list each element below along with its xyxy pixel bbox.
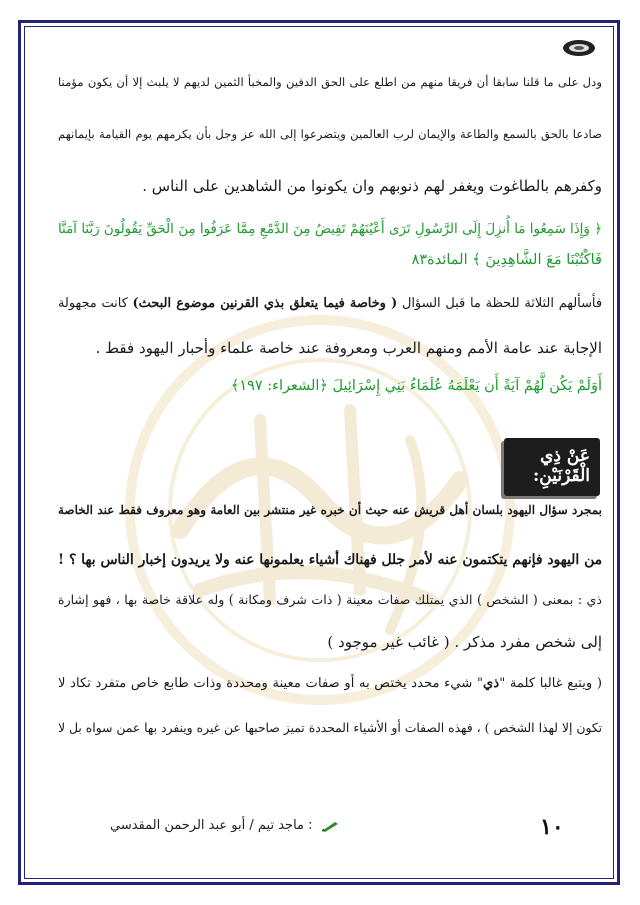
- text-line: إلى شخص مفرد مذكر . ( غائب غير موجود ): [327, 633, 602, 651]
- section-heading: عَنْ ذِي الْقَرْنَيْنِ:: [504, 438, 600, 496]
- quran-verse-text: أَوَلَمْ يَكُن لَّهُمْ آيَةً أَن يَعْلَمَهُ عُلَمَاءُ بَنِي إِسْرَائِيلَ: [332, 378, 602, 394]
- section-heading-box: [504, 438, 600, 486]
- page-number: ١٠: [540, 814, 564, 840]
- ornament-logo-icon: [562, 38, 596, 58]
- footer-author: [110, 818, 339, 833]
- bold-text-line: من اليهود فإنهم يتكتمون عنه لأمر جلل فهناك أشياء يعلمونها عنه ولا يريدون إخبار الناس بها ؟ !: [58, 552, 602, 568]
- text-segment: " شيء محدد يختص به أو صفات معينة ومحددة وذات طابع خاص متفرد تكاد لا: [58, 676, 484, 691]
- text-line: وكفرهم بالطاغوت ويغفر لهم ذنوبهم وان يكونوا من الشاهدين على الناس .: [142, 177, 602, 195]
- pen-icon: [321, 820, 339, 832]
- text-line: [58, 294, 602, 314]
- text-segment: ( ويتبع غالبا كلمة ": [499, 676, 602, 691]
- text-line: تكون إلا لهذا الشخص ) ، فهذه الصفات أو الأشياء المحددة تميز صاحبها عن غيره وينفرد بها عمن سواه بل لا: [58, 721, 602, 735]
- quran-verse-text: فَاكْتُبْنَا مَعَ الشَّاهِدِينَ ﴾: [472, 252, 602, 268]
- text-line: صادعا بالحق بالسمع والطاعة والإيمان لرب العالمين ويتضرعوا إلى الله عز وجل بأن يكرمهم يوم القيامة بإيمانهم: [58, 127, 602, 141]
- text-line: الإجابة عند عامة الأمم ومنهم العرب ومعروفة عند خاصة علماء وأحبار اليهود فقط .: [95, 339, 602, 357]
- text-segment: فأسألهم الثلاثة للحظة ما قبل السؤال: [401, 296, 602, 311]
- text-line: ذي : بمعنى ( الشخص ) الذي يمتلك صفات معينة ( ذات شرف ومكانة ) وله علاقة خاصة بها ، فهو إشارة: [58, 592, 602, 607]
- text-line: ودل على ما قلنا سابقا أن فريقا منهم من اطلع على الحق الدفين والمخبأ الثمين لديهم لا يلبث إلا أن يكون مؤمنا: [58, 75, 602, 89]
- author-name: : ماجد تيم / أبو عبد الرحمن المقدسي: [110, 818, 313, 833]
- quran-verse-line: [58, 250, 602, 270]
- emphasis-text: ( وخاصة فيما يتعلق بذي القرنين موضوع البحث): [132, 296, 398, 311]
- emphasis-text: ذي: [483, 676, 500, 691]
- verse-reference: المائدة٨٣: [411, 252, 468, 268]
- verse-reference: ﴿الشعراء: ١٩٧﴾: [230, 378, 328, 394]
- text-line: [58, 674, 602, 694]
- document-body: [58, 66, 602, 396]
- quran-verse-line: [58, 376, 602, 396]
- text-segment: كانت مجهولة: [58, 296, 128, 311]
- bold-text-line: بمجرد سؤال اليهود بلسان أهل قريش عنه حيث أن خبره غير منتشر بين العامة وهو معروف فقط عند الخاصة: [58, 503, 602, 517]
- quran-verse-line: ﴿ وَإِذَا سَمِعُوا مَا أُنزِلَ إِلَى الرَّسُولِ تَرَى أَعْيُنَهُمْ تَفِيضُ مِنَ الدَّمْعِ مِمَّا عَرَفُوا مِنَ الْحَقِّ يَقُولُونَ رَبَّنَا آمَنَّا: [58, 222, 602, 237]
- section-body: [58, 500, 602, 738]
